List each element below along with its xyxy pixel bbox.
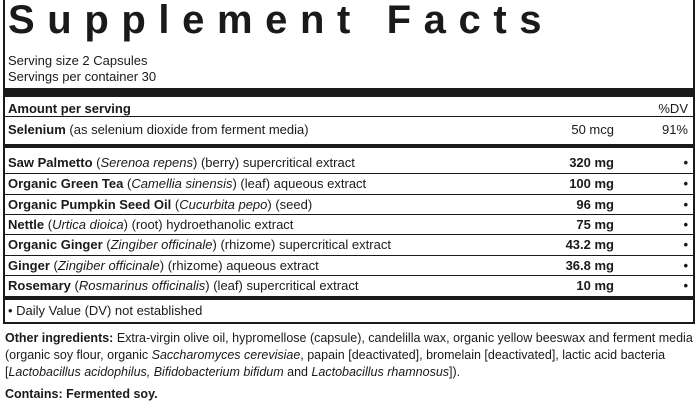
other-ingredients: Other ingredients: Extra-virgin olive oil, hypromellose (capsule), candelilla wax, organic yellow beeswax and ferment media (organic soy flour, organic Saccharomyces cerevisiae, papain [deactivated], bromelain [deactivated], lactic acid bacteria [Lactobacillus acidophilus, Bifidobacterium bifidum and Lactobacillus rhamnosus]). — [5, 331, 693, 379]
row-divider — [5, 214, 693, 215]
ingredient-amount: 96 mg — [576, 197, 614, 212]
nutrient-row-selenium — [8, 121, 688, 138]
allergen-statement: Contains: Fermented soy. — [5, 387, 158, 401]
medium-divider — [5, 144, 693, 148]
row-divider — [5, 194, 693, 195]
amount-header-row — [8, 101, 688, 116]
ingredient-amount: 75 mg — [576, 217, 614, 232]
ingredient-name: Rosemary (Rosmarinus officinalis) (leaf) supercritical extract — [8, 278, 359, 293]
panel-title: Supplement Facts — [8, 0, 555, 42]
thick-divider — [5, 88, 693, 97]
ingredient-dv: • — [683, 176, 688, 191]
daily-value-footnote: • Daily Value (DV) not established — [8, 303, 203, 318]
other-ingredients-label: Other ingredients: — [5, 331, 114, 345]
nutrient-amount: 50 mcg — [571, 122, 614, 137]
ingredient-dv: • — [683, 258, 688, 273]
ingredient-amount: 320 mg — [569, 155, 614, 170]
ingredient-amount: 100 mg — [569, 176, 614, 191]
ingredient-row — [8, 154, 688, 171]
nutrient-dv: 91% — [661, 122, 688, 137]
ingredient-name: Organic Pumpkin Seed Oil (Cucurbita pepo) (seed) — [8, 197, 313, 212]
ingredient-row — [8, 175, 688, 192]
row-divider — [5, 173, 693, 174]
ingredient-name: Ginger (Zingiber officinale) (rhizome) aqueous extract — [8, 258, 319, 273]
ingredient-dv: • — [683, 217, 688, 232]
medium-divider — [5, 296, 693, 300]
ingredient-dv: • — [683, 237, 688, 252]
nutrient-name: Selenium (as selenium dioxide from ferment media) — [8, 122, 309, 137]
ingredient-name: Saw Palmetto (Serenoa repens) (berry) supercritical extract — [8, 155, 355, 170]
ingredient-amount: 10 mg — [576, 278, 614, 293]
row-divider — [5, 275, 693, 276]
ingredient-name: Nettle (Urtica dioica) (root) hydroethanolic extract — [8, 217, 294, 232]
ingredient-row — [8, 196, 688, 213]
row-divider — [5, 255, 693, 256]
serving-size: Serving size 2 Capsules — [8, 53, 148, 68]
ingredient-amount: 36.8 mg — [565, 258, 614, 273]
amount-per-serving-label: Amount per serving — [8, 101, 131, 116]
ingredient-name: Organic Ginger (Zingiber officinale) (rhizome) supercritical extract — [8, 237, 391, 252]
ingredient-row — [8, 236, 688, 253]
dv-header-label: %DV — [658, 101, 688, 116]
ingredient-row — [8, 257, 688, 274]
ingredient-row — [8, 277, 688, 294]
ingredient-dv: • — [683, 197, 688, 212]
ingredient-row — [8, 216, 688, 233]
ingredient-dv: • — [683, 278, 688, 293]
servings-per-container: Servings per container 30 — [8, 69, 157, 84]
ingredient-name: Organic Green Tea (Camellia sinensis) (leaf) aqueous extract — [8, 176, 367, 191]
ingredient-amount: 43.2 mg — [565, 237, 614, 252]
thin-divider — [5, 116, 693, 117]
ingredient-dv: • — [683, 155, 688, 170]
row-divider — [5, 234, 693, 235]
